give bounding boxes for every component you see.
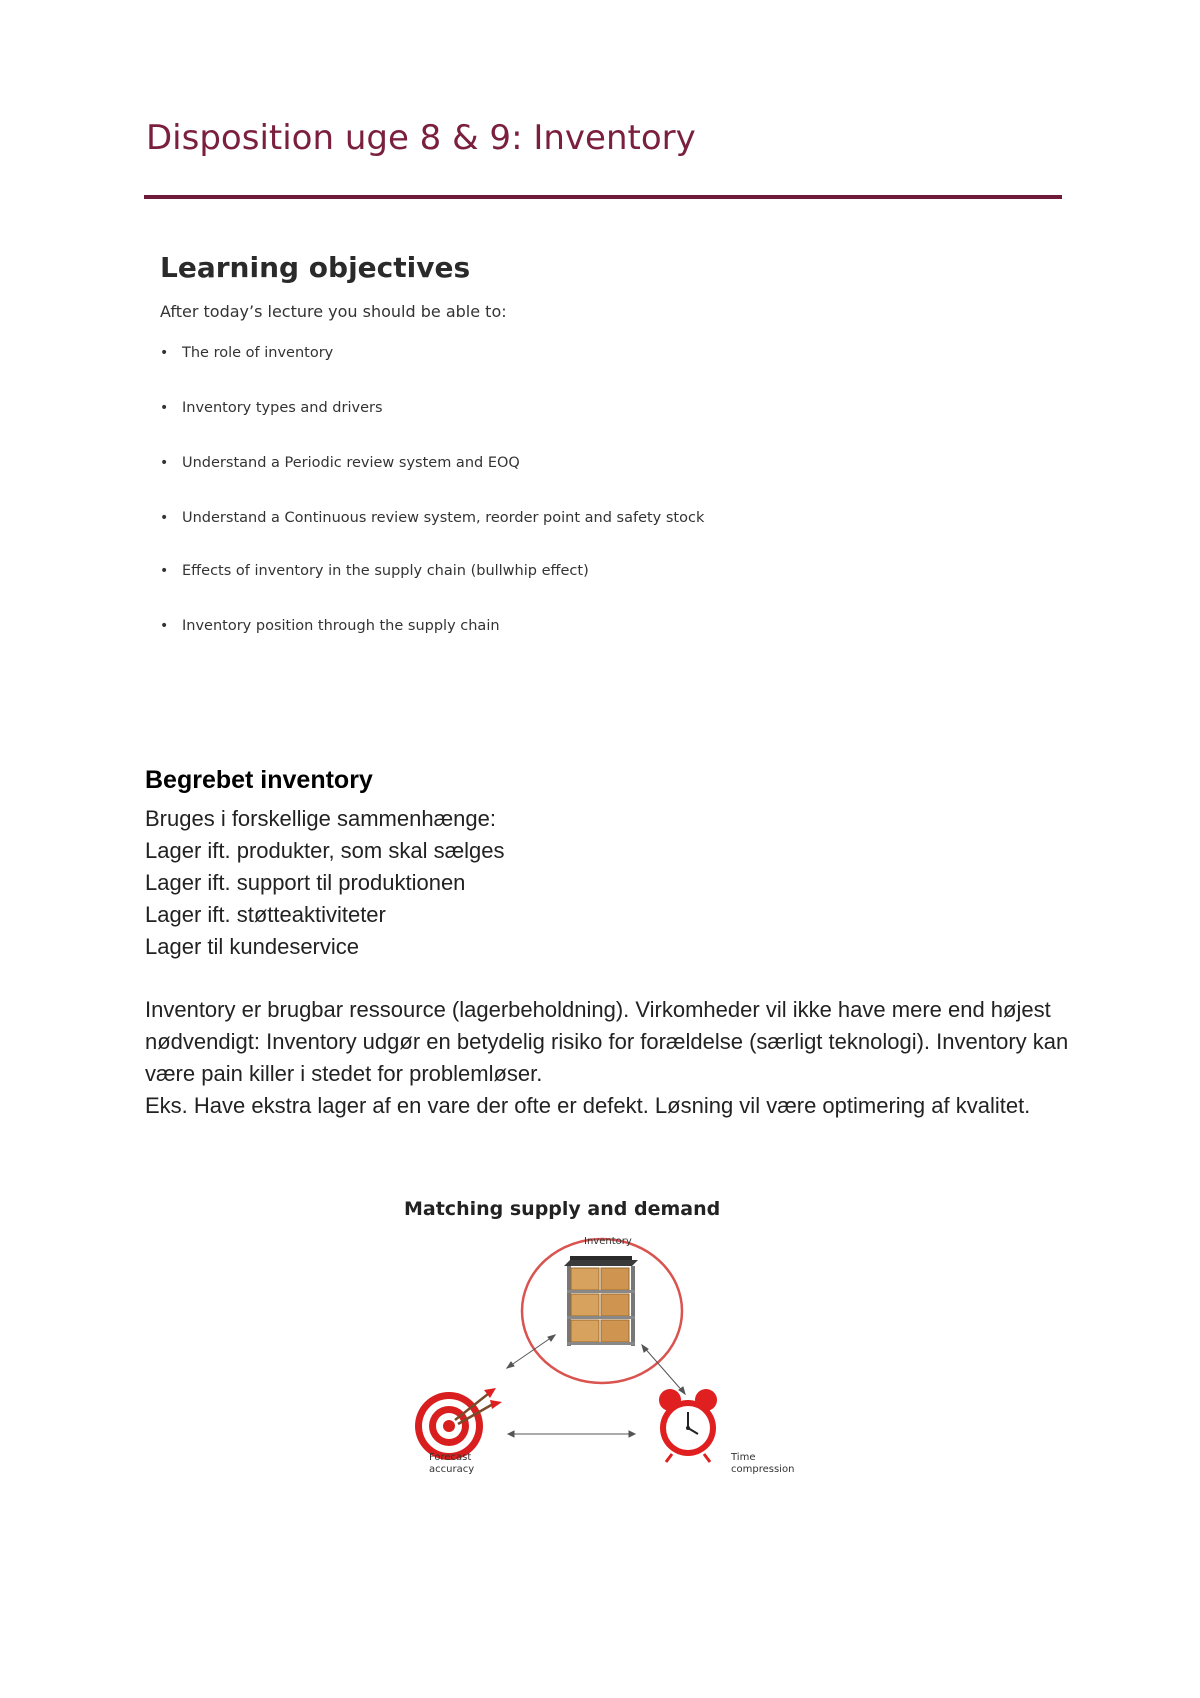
bullet-icon: • — [160, 345, 169, 361]
forecast-label-line: Forecast — [429, 1452, 472, 1463]
bullet-icon: • — [160, 455, 169, 471]
learning-objectives-slide — [160, 250, 720, 672]
document-title: Disposition uge 8 & 9: Inventory — [146, 118, 696, 158]
forecast-label-line: accuracy — [429, 1464, 475, 1475]
bullet-icon: • — [160, 510, 169, 526]
list-item-text: Inventory position through the supply chain — [182, 618, 500, 634]
bullet-icon: • — [160, 618, 169, 634]
list-item-text: Understand a Periodic review system and EOQ — [182, 455, 520, 471]
paragraph-example: Eks. Have ekstra lager af en vare der ofte er defekt. Løsning vil være optimering af kvalitet. — [145, 1093, 1031, 1118]
time-label-line: compression — [731, 1464, 795, 1475]
forecast-accuracy-label — [429, 1452, 474, 1476]
bullet-icon: • — [160, 400, 169, 416]
list-item — [160, 617, 720, 636]
inventory-label: Inventory — [584, 1236, 632, 1247]
list-item — [160, 399, 720, 418]
learning-objectives-list — [160, 344, 720, 636]
diagram-title: Matching supply and demand — [404, 1198, 721, 1220]
usage-line: Lager ift. støtteaktiviteter — [145, 902, 386, 927]
list-item-text: The role of inventory — [182, 345, 334, 361]
paragraph-text: Inventory er brugbar ressource (lagerbeholdning). Virkomheder vil ikke have mere end højest nødvendigt: Inventory udgør en betydelig risiko for forældelse (særligt teknologi). Inventory kan være pain killer i stedet for problemløser. — [145, 997, 1069, 1086]
time-label-line: Time — [731, 1452, 756, 1463]
usage-line: Lager til kundeservice — [145, 934, 360, 959]
warehouse-shelf-icon — [564, 1256, 638, 1346]
list-item — [160, 344, 720, 363]
title-divider — [144, 195, 1062, 199]
learning-objectives-intro: After today’s lecture you should be able to: — [160, 302, 507, 321]
list-item-text: Inventory types and drivers — [182, 400, 383, 416]
bullet-icon: • — [160, 563, 169, 579]
learning-objectives-heading: Learning objectives — [160, 251, 471, 284]
usage-line: Lager ift. support til produktionen — [145, 870, 466, 895]
arrow-target-to-clock — [508, 1431, 635, 1437]
matching-supply-demand-diagram — [380, 1190, 820, 1490]
usage-line: Lager ift. produkter, som skal sælges — [145, 838, 505, 863]
list-item-text: Effects of inventory in the supply chain (bullwhip effect) — [182, 563, 589, 579]
list-item — [160, 562, 720, 581]
list-item — [160, 509, 720, 528]
usage-line: Bruges i forskellige sammenhænge: — [145, 806, 496, 831]
list-item — [160, 454, 720, 473]
target-icon — [415, 1388, 502, 1460]
diagram-graphic — [380, 1190, 820, 1490]
list-item-text: Understand a Continuous review system, reorder point and safety stock — [182, 510, 705, 526]
time-compression-label — [731, 1452, 794, 1476]
section-usage-lines — [145, 803, 505, 963]
body-paragraph — [145, 994, 1075, 1122]
alarm-clock-icon — [659, 1389, 717, 1462]
section-heading: Begrebet inventory — [145, 766, 373, 794]
